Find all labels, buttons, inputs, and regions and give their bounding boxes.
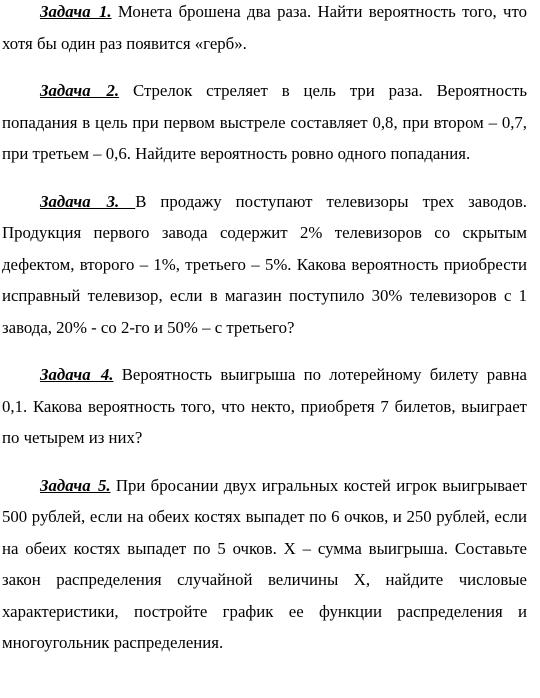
task-2-label: Задача 2. bbox=[40, 81, 120, 100]
task-5-paragraph bbox=[2, 470, 527, 659]
task-2-paragraph bbox=[2, 75, 527, 170]
task-3-label: Задача 3. bbox=[40, 191, 136, 211]
task-1-label: Задача 1. bbox=[40, 2, 112, 21]
task-4-paragraph bbox=[2, 359, 527, 454]
task-3-paragraph bbox=[2, 186, 527, 344]
task-1-text: Монета брошена два раза. Найти вероятность того, что хотя бы один раз появится «герб». bbox=[2, 2, 527, 53]
task-5-label: Задача 5. bbox=[40, 475, 111, 495]
document-page bbox=[2, 0, 527, 659]
task-4-label: Задача 4. bbox=[40, 365, 114, 384]
task-4-text: Вероятность выигрыша по лотерейному билету равна 0,1. Какова вероятность того, что некто, приобретя 7 билетов, выиграет по четырем из них? bbox=[2, 365, 527, 447]
task-5-text: При бросании двух игральных костей игрок выигрывает 500 рублей, если на обеих костях выпадет по 6 очков, и 250 рублей, если на обеих костях выпадет по 5 очков. Х – сумма выигрыша. Составьте закон распределения случайной величины Х, найдите числовые характеристики, постройте график ее функции распределения и многоугольник распределения. bbox=[2, 475, 528, 652]
task-1-paragraph bbox=[2, 0, 527, 59]
task-3-text: В продажу поступают телевизоры трех заводов. Продукция первого завода содержит 2% телевизоров со скрытым дефектом, второго – 1%, третьего – 5%. Какова вероятность приобрести исправный телевизор, если в магазин поступило 30% телевизоров с 1 завода, 20% - со 2-го и 50% – с третьего? bbox=[2, 191, 527, 337]
task-2-text: Стрелок стреляет в цель три раза. Вероятность попадания в цель при первом выстреле составляет 0,8, при втором – 0,7, при третьем – 0,6. Найдите вероятность ровно одного попадания. bbox=[2, 81, 527, 163]
